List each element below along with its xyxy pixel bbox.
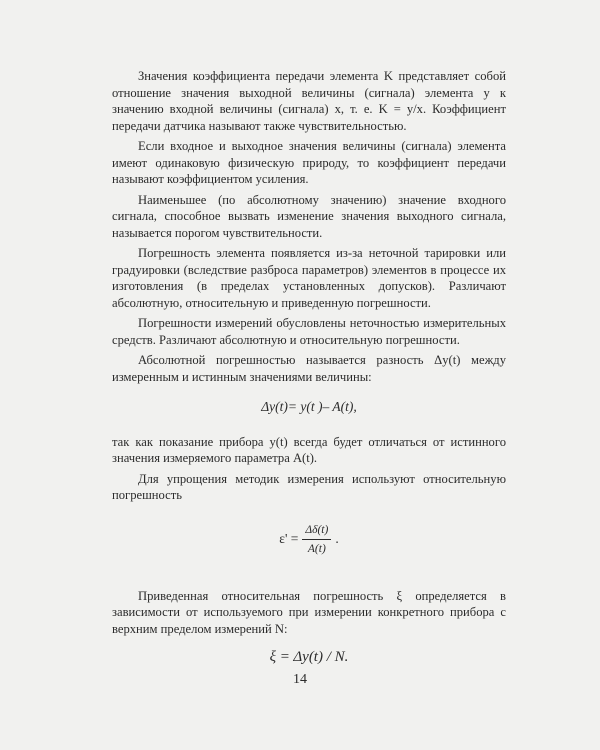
fraction-numerator: Δδ(t) — [302, 522, 331, 541]
body-text — [112, 68, 506, 678]
paragraph-element-error: Погрешность элемента появляется из-за неточной тарировки или градуировки (вследствие разброса параметров) элементов в процессе их изготовления (в пределах установленных допусков). Различают абсолютную, относительную и приведенную погрешности. — [112, 246, 506, 310]
paragraph-transfer-coefficient: Значения коэффициента передачи элемента K представляет собой отношение значения выходной величины (сигнала) элемента y к значению входной величины (сигнала) x, т. е. K = y/x. Коэффициент передачи датчика называют также чувствительностью. — [112, 69, 506, 133]
paragraph-gain: Если входное и выходное значения величины (сигнала) элемента имеют одинаковую физическую природу, то коэффициент передачи называют коэффициентом усиления. — [112, 139, 506, 186]
paragraph-sensitivity-threshold: Наименьшее (по абсолютному значению) значение входного сигнала, способное вызвать изменение значения выходного сигнала, называется порогом чувствительности. — [112, 192, 506, 240]
paragraph-measurement-error: Погрешности измерений обусловлены неточностью измерительных средств. Различают абсолютную и относительную погрешности. — [112, 316, 506, 347]
formula-relative-error — [112, 522, 506, 558]
paragraph-relative-error: Для упрощения методик измерения используют относительную погрешность — [112, 471, 506, 502]
paragraph-absolute-error: Абсолютной погрешностью называется разность Δy(t) между измеренным и истинным значениями величины: — [112, 353, 506, 384]
fraction — [302, 522, 331, 558]
formula-lhs: ε' = — [279, 531, 299, 547]
formula-reduced-error: ξ = Δy(t) / N. — [269, 649, 349, 665]
formula-absolute-error: Δy(t)= y(t )– A(t), — [261, 399, 357, 414]
formula-tail: . — [335, 531, 339, 547]
paragraph-reduced-error: Приведенная относительная погрешность ξ определяется в зависимости от используемого при измерении конкретного прибора с верхним пределом измерений N: — [112, 588, 506, 636]
page-number: 14 — [293, 672, 307, 687]
fraction-denominator: A(t) — [307, 543, 326, 555]
paragraph-reading: так как показание прибора y(t) всегда будет отличаться от истинного значения измеряемого параметра A(t). — [112, 434, 506, 465]
